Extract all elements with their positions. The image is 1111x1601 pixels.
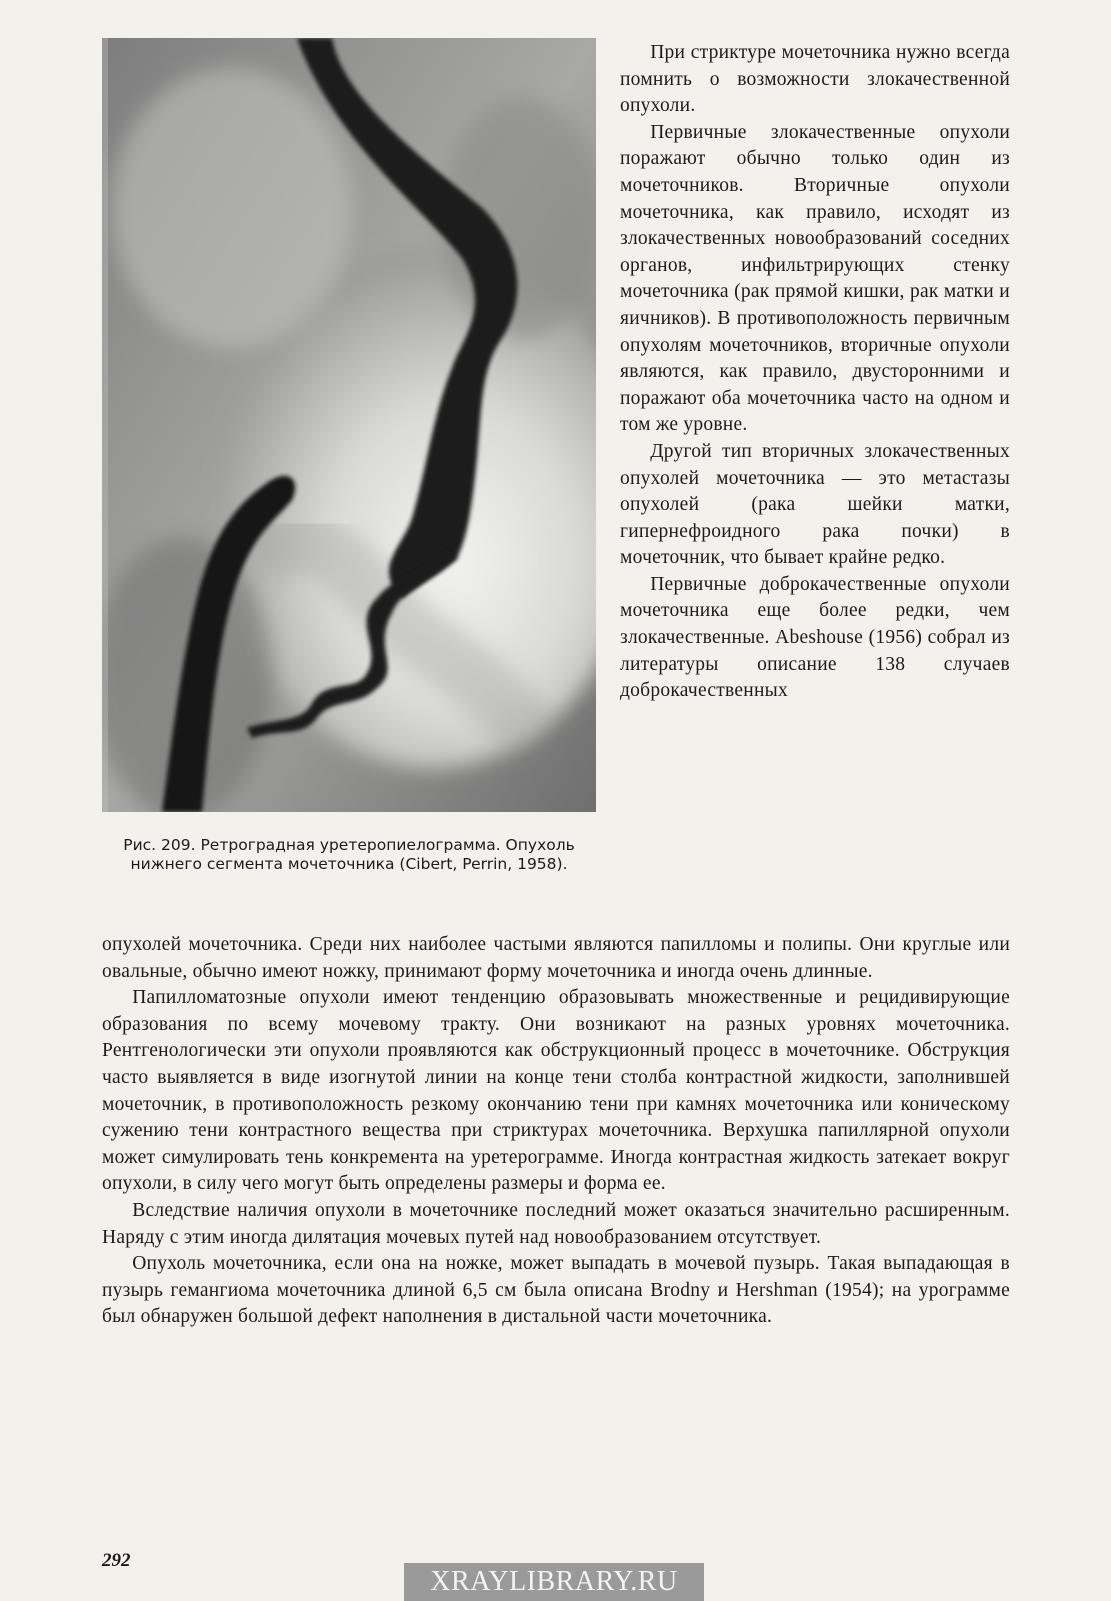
paragraph: Папилломатозные опухоли имеют тенденцию образовывать множественные и рецидивирующие образования по всему мочевому тракту. Они возникают на разных уровнях мочеточника. Рентгенологически эти опухоли проявляются как обструкционный процесс в мочеточнике. Обструкция часто выявляется в виде изогнутой линии на конце тени столба контрастной жидкости, заполнившей мочеточник, в противоположность резкому окончанию тени при камнях мочеточника или коническому сужению тени контрастного вещества при стриктурах мочеточника. Верхушка папиллярной опухоли может симулировать тень конкремента на уретерограмме. Иногда контрастная жидкость затекает вокруг опухоли, в силу чего могут быть определены размеры и форма ее. — [102, 987, 1010, 1195]
paragraph: Опухоль мочеточника, если она на ножке, может выпадать в мочевой пузырь. Такая выпадающая в пузырь гемангиома мочеточника длиной 6,5 см была описана Brodny и Hershman (1954); на урограмме был обнаружен большой дефект наполнения в дистальной части мочеточника. — [102, 1253, 1010, 1328]
watermark: XRAYLIBRARY.RU — [404, 1563, 704, 1601]
paragraph: При стриктуре мочеточника нужно всегда помнить о возможности злокачественной опухоли. — [620, 42, 1010, 117]
paragraph: Вследствие наличия опухоли в мочеточнике последний может оказаться значительно расширенным. Наряду с этим иногда дилятация мочевых путей над новообразованием отсутствует. — [102, 1199, 1010, 1248]
figure-caption: Рис. 209. Ретроградная уретеропиелограмма. Опухоль нижнего сегмента мочеточника (Cibert, Perrin, 1958). — [123, 836, 575, 873]
right-column-text — [620, 40, 1010, 705]
paragraph: Первичные злокачественные опухоли поражают обычно только один из мочеточников. Вторичные опухоли мочеточника, как правило, исходят из злокачественных новообразований соседних органов, инфильтрирующих стенку мочеточника (рак прямой кишки, рак матки и яичников). В противоположность первичным опухолям мочеточников, вторичные опухоли являются, как правило, двусторонними и поражают оба мочеточника часто на одном и том же уровне. — [620, 121, 1010, 436]
page-number: 292 — [102, 1550, 131, 1571]
xray-figure — [102, 38, 596, 812]
paragraph: Первичные доброкачественные опухоли мочеточника еще более редки, чем злокачественные. Abeshouse (1956) собрал из литературы описание 138 случаев доброкачественных — [620, 573, 1010, 702]
paragraph-continuation: опухолей мочеточника. Среди них наиболее частыми являются папилломы и полипы. Они круглые или овальные, обычно имеют ножку, принимают форму мочеточника и иногда очень длинные. — [102, 934, 1010, 982]
paragraph: Другой тип вторичных злокачественных опухолей мочеточника — это метастазы опухолей (рака шейки матки, гипернефроидного рака почки) в мочеточник, что бывает крайне редко. — [620, 440, 1010, 569]
full-width-text — [102, 932, 1010, 1331]
xray-image — [102, 38, 596, 812]
